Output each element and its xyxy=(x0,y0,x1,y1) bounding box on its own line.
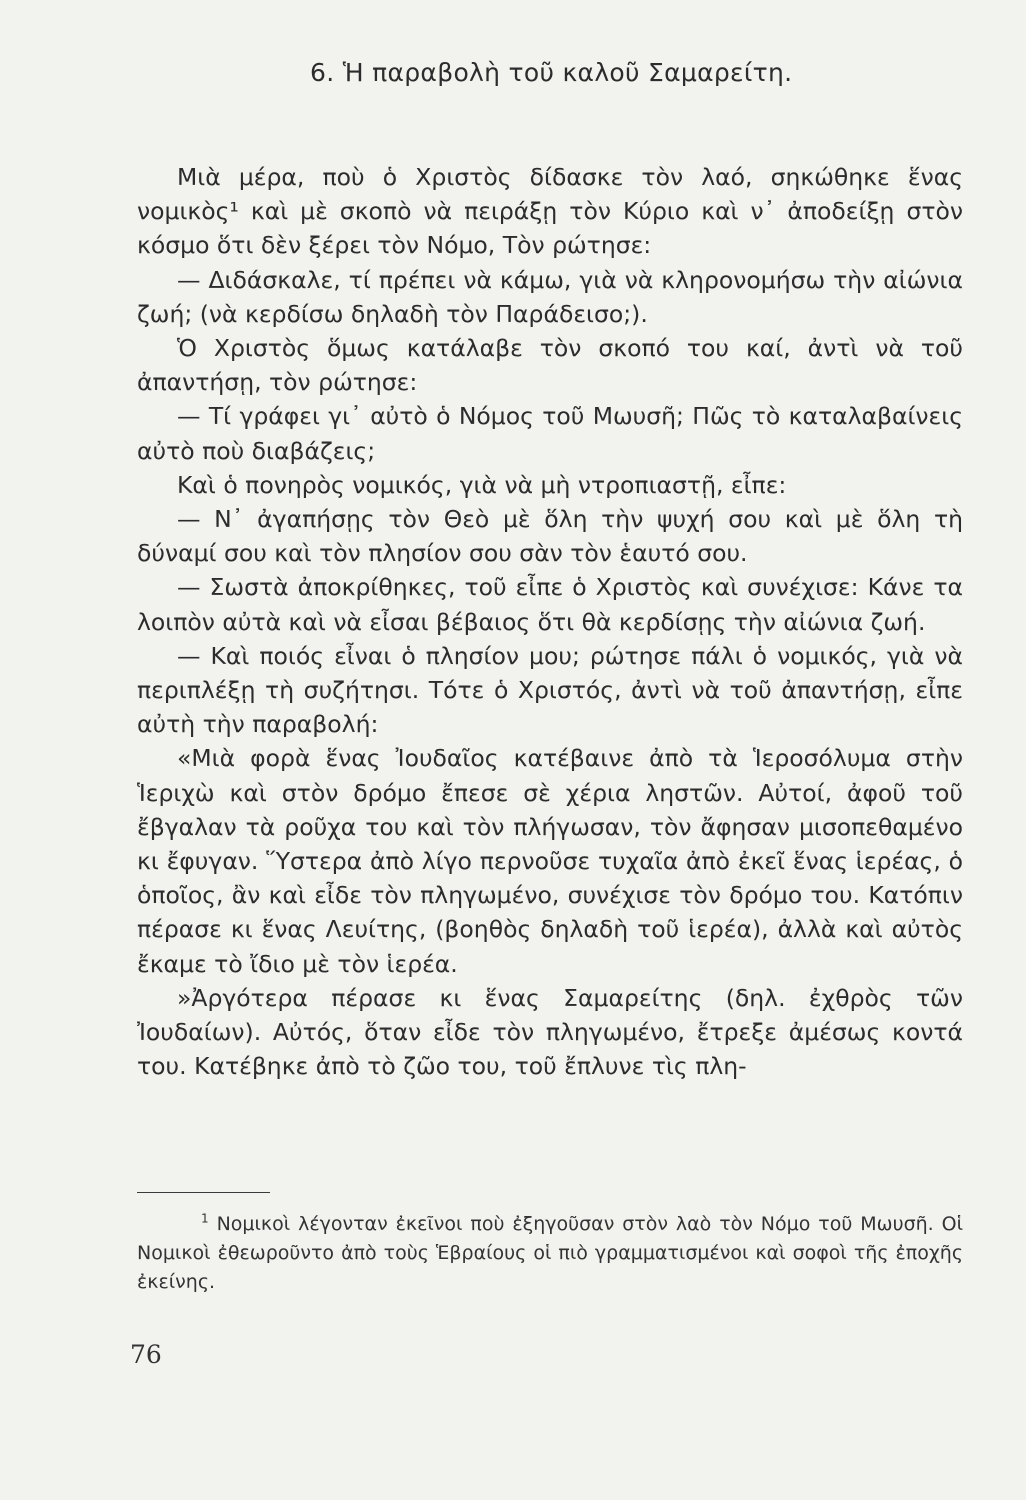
body-text xyxy=(137,160,963,1083)
paragraph: Ὁ Χριστὸς ὅμως κατάλαβε τὸν σκοπό του καί, ἀντὶ νὰ τοῦ ἀπαντήσῃ, τὸν ρώτησε: xyxy=(137,334,963,397)
footnote-divider xyxy=(137,1192,270,1193)
footnote-paragraph xyxy=(137,1210,963,1297)
footnote-text: Νομικοὶ λέγονταν ἐκεῖνοι ποὺ ἐξηγοῦσαν στὸν λαὸ τὸν Νόμο τοῦ Μωυσῆ. Οἱ Νομικοὶ ἐθεωροῦντο ἀπὸ τοὺς Ἑβραίους οἱ πιὸ γραμματισμένοι καὶ σοφοὶ τῆς ἐποχῆς ἐκείνης. xyxy=(137,1213,964,1293)
footnote-marker: 1 xyxy=(201,1211,209,1226)
paragraph: «Μιὰ φορὰ ἕνας Ἰουδαῖος κατέβαινε ἀπὸ τὰ Ἱεροσόλυμα στὴν Ἱεριχὼ καὶ στὸν δρόμο ἔπεσε σὲ χέρια ληστῶν. Αὐτοί, ἀφοῦ τοῦ ἔβγαλαν τὰ ροῦχα του καὶ τὸν πλήγωσαν, τὸν ἄφησαν μισοπεθαμένο κι ἔφυγαν. Ὕστερα ἀπὸ λίγο περνοῦσε τυχαῖα ἀπὸ ἐκεῖ ἕνας ἱερέας, ὁ ὁποῖος, ἂν καὶ εἶδε τὸν πληγωμένο, συνέχισε τὸν δρόμο του. Κατόπιν πέρασε κι ἕνας Λευίτης, (βοηθὸς δηλαδὴ τοῦ ἱερέα), ἀλλὰ καὶ αὐτὸς ἔκαμε τὸ ἴδιο μὲ τὸν ἱερέα. xyxy=(137,744,963,978)
page-number: 76 xyxy=(130,1340,162,1369)
paragraph: Μιὰ μέρα, ποὺ ὁ Χριστὸς δίδασκε τὸν λαό, σηκώθηκε ἕνας νομικὸς¹ καὶ μὲ σκοπὸ νὰ πειράξῃ τὸν Κύριο καὶ ν᾽ ἀποδείξῃ στὸν κόσμο ὅτι δὲν ξέρει τὸν Νόμο, Τὸν ρώτησε: xyxy=(137,163,963,260)
chapter-title: 6. Ἡ παραβολὴ τοῦ καλοῦ Σαμαρείτη. xyxy=(310,58,793,87)
paragraph: — Διδάσκαλε, τί πρέπει νὰ κάμω, γιὰ νὰ κληρονομήσω τὴν αἰώνια ζωή; (νὰ κερδίσω δηλαδὴ τὸν Παράδεισο;). xyxy=(137,265,963,328)
footnote xyxy=(137,1210,963,1297)
paragraph: Καὶ ὁ πονηρὸς νομικός, γιὰ νὰ μὴ ντροπιαστῇ, εἶπε: xyxy=(177,470,787,499)
paragraph: — Ν᾽ ἀγαπήσῃς τὸν Θεὸ μὲ ὅλη τὴν ψυχή σου καὶ μὲ ὅλη τὴ δύναμί σου καὶ τὸν πλησίον σου σὰν τὸν ἑαυτό σου. xyxy=(137,505,963,568)
paragraph: »Ἀργότερα πέρασε κι ἕνας Σαμαρείτης (δηλ. ἐχθρὸς τῶν Ἰουδαίων). Αὐτός, ὅταν εἶδε τὸν πληγωμένο, ἔτρεξε ἀμέσως κοντά του. Κατέβηκε ἀπὸ τὸ ζῶο του, τοῦ ἔπλυνε τὶς πλη- xyxy=(137,983,963,1081)
paragraph: — Καὶ ποιός εἶναι ὁ πλησίον μου; ρώτησε πάλι ὁ νομικός, γιὰ νὰ περιπλέξῃ τὴ συζήτησι. Τότε ὁ Χριστός, ἀντὶ νὰ τοῦ ἀπαντήσῃ, εἶπε αὐτὴ τὴν παραβολή: xyxy=(137,641,963,739)
paragraph: — Τί γράφει γι᾽ αὐτὸ ὁ Νόμος τοῦ Μωυσῆ; Πῶς τὸ καταλαβαίνεις αὐτὸ ποὺ διαβάζεις; xyxy=(137,402,963,465)
paragraph: — Σωστὰ ἀποκρίθηκες, τοῦ εἶπε ὁ Χριστὸς καὶ συνέχισε: Κάνε τα λοιπὸν αὐτὰ καὶ νὰ εἶσαι βέβαιος ὅτι θὰ κερδίσῃς τὴν αἰώνια ζωή. xyxy=(137,573,963,636)
